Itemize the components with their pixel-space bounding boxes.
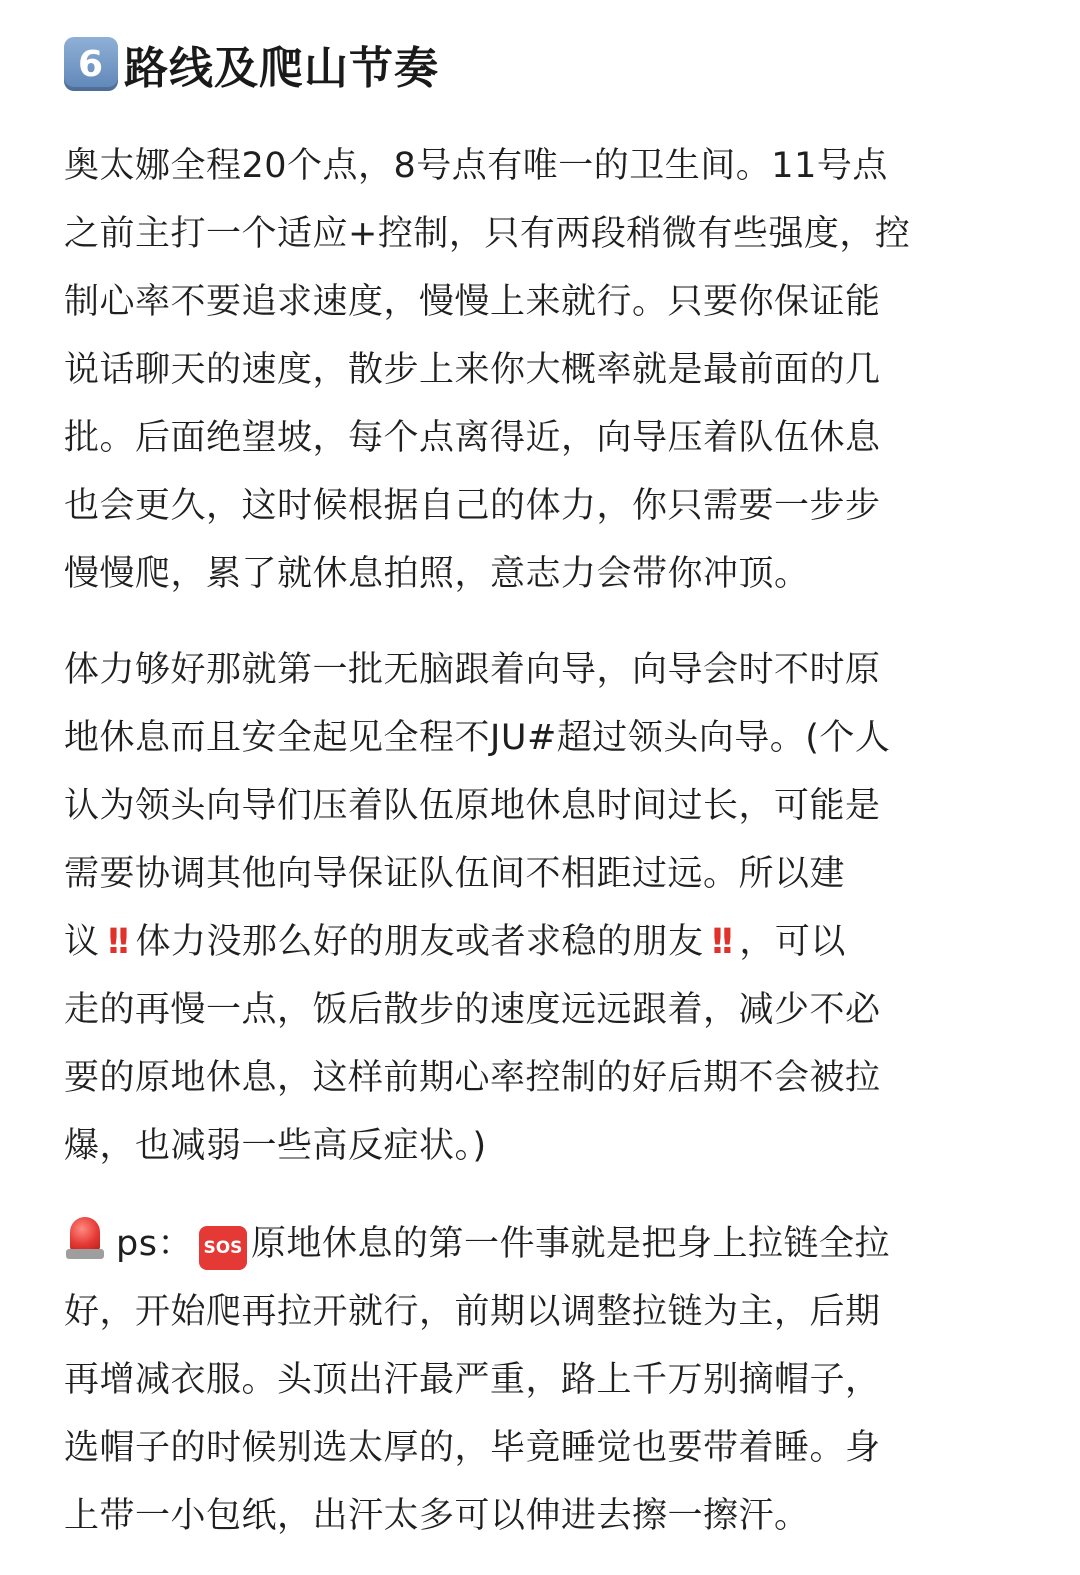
ps-prefix: ps： (116, 1224, 193, 1264)
paragraph-ps (64, 1210, 1024, 1550)
text-line: 之前主打一个适应+控制，只有两段稍微有些强度，控 (64, 214, 911, 254)
double-exclamation-icon: !! (105, 922, 126, 962)
text-line: 再增减衣服。头顶出汗最严重，路上千万别摘帽子， (64, 1360, 881, 1400)
text-line: 上带一小包纸，出汗太多可以伸进去擦一擦汗。 (64, 1496, 810, 1536)
text-line: 说话聊天的速度，散步上来你大概率就是最前面的几 (64, 350, 881, 390)
paragraph-route (64, 132, 1024, 608)
text-segment: 原地休息的第一件事就是把身上拉链全拉 (250, 1224, 890, 1264)
siren-base (66, 1249, 104, 1259)
text-segment: 体力没那么好的朋友或者求稳的朋友 (135, 922, 704, 962)
text-line: 好，开始爬再拉开就行，前期以调整拉链为主，后期 (64, 1292, 881, 1332)
text-line: 制心率不要追求速度，慢慢上来就行。只要你保证能 (64, 282, 881, 322)
text-line: 认为领头向导们压着队伍原地休息时间过长，可能是 (64, 786, 881, 826)
text-line: 体力够好那就第一批无脑跟着向导，向导会时不时原 (64, 650, 881, 690)
keycap-6-icon: 6 (64, 37, 118, 91)
text-line: 奥太娜全程20个点，8号点有唯一的卫生间。11号点 (64, 146, 888, 186)
text-line-with-marks (64, 908, 1024, 976)
rotating-light-icon (64, 1211, 106, 1263)
text-line: 爆，也减弱一些高反症状。) (64, 1126, 487, 1166)
text-line-with-icons (64, 1210, 1024, 1278)
text-line: 慢慢爬，累了就休息拍照，意志力会带你冲顶。 (64, 554, 810, 594)
section-heading (64, 36, 439, 92)
text-line: 选帽子的时候别选太厚的，毕竟睡觉也要带着睡。身 (64, 1428, 881, 1468)
paragraph-pace (64, 636, 1024, 1180)
text-line: 走的再慢一点，饭后散步的速度远远跟着，减少不必 (64, 990, 881, 1030)
section-title: 路线及爬山节奏 (124, 43, 439, 94)
text-segment: ，可以 (739, 922, 846, 962)
text-line: 批。后面绝望坡，每个点离得近，向导压着队伍休息 (64, 418, 881, 458)
text-segment: 议 (64, 922, 100, 962)
siren-dome (70, 1217, 100, 1251)
sos-button-icon: SOS (199, 1226, 247, 1270)
double-exclamation-icon: !! (709, 922, 730, 962)
text-line: 要的原地休息，这样前期心率控制的好后期不会被拉 (64, 1058, 881, 1098)
text-line: 也会更久，这时候根据自己的体力，你只需要一步步 (64, 486, 881, 526)
text-line: 需要协调其他向导保证队伍间不相距过远。所以建 (64, 854, 846, 894)
text-line: 地休息而且安全起见全程不JU#超过领头向导。(个人 (64, 718, 891, 758)
